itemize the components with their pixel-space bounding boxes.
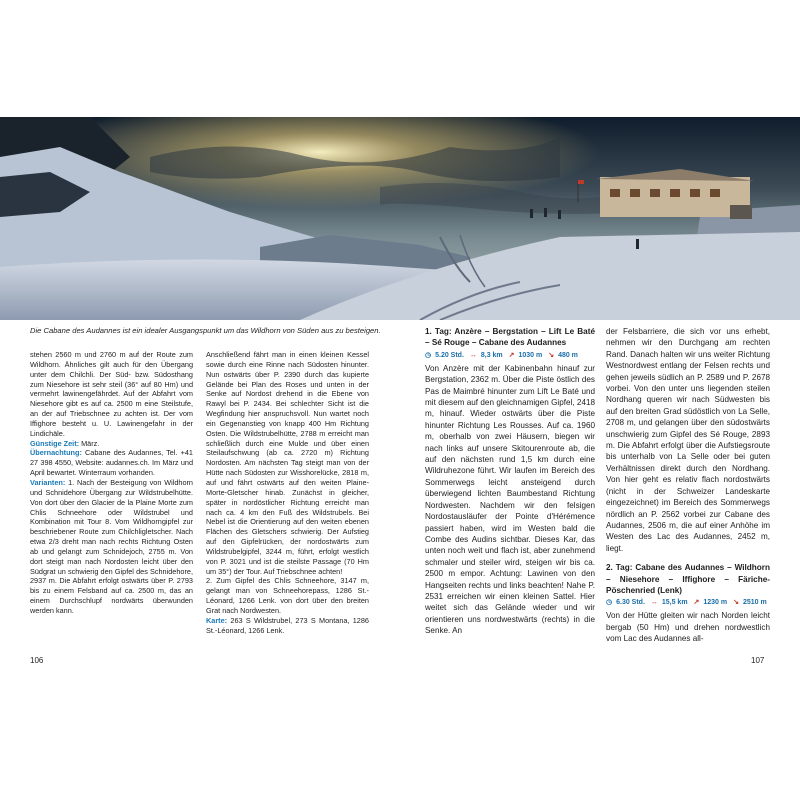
best-time-label: Günstige Zeit:	[30, 438, 80, 448]
clock-icon: ◷	[606, 599, 613, 607]
best-time-text: März.	[79, 438, 100, 448]
day1-heading: 1. Tag: Anzère – Bergstation – Lift Le Baté – Sé Rouge – Cabane des Audannes	[425, 327, 595, 348]
accommodation-label: Übernachtung:	[30, 448, 82, 458]
map-text: 263 S Wildstrubel, 273 S Montana, 1286 St.-Léonard, 1266 Lenk.	[206, 615, 369, 635]
descent-icon: ↘	[733, 599, 739, 607]
photo-caption: Die Cabane des Audannes ist ein idealer Ausgangspunkt um das Wildhorn von Süden aus zu besteigen.	[30, 326, 381, 335]
day1-distance: 8,3 km	[480, 351, 503, 359]
best-time-entry	[30, 439, 193, 449]
day1-ascent: 1030 m	[518, 351, 543, 359]
day2-time: 6.30 Std.	[616, 599, 645, 607]
day1-time: 5.20 Std.	[435, 351, 464, 359]
left-column-1	[30, 350, 193, 616]
day1-description-continued: der Felsbarriere, die sich vor uns erhebt, nehmen wir den Durchgang am rechten Rand. Danach halten wir uns weiter Richtung Westnordwest entlang der Felsen rechts und gehen jeweils südlich an P. 2589 und P. 2678 vorbei. Von den unter uns liegenden steilen Nordhang queren wir nach Südwesten bis auf den breiten Grad südöstlich von La Selle, 2708 m, und gelangen über den südostwärts unschwierig zum Gipfel des Sé Rouge, 2893 m. Die Abfahrt erfolgt über die Aufstiegsroute bis unterhalb von La Selle oder bei guten Verhältnissen direkt durch den Nordhang. Von hier geht es relativ flach nordostwärts (nicht in der Schweizer Landeskarte eingezeichnet) im Bereich des Sommerwegs nördlich an P. 2562 vorbei zur Cabane des Audannes, 2506 m, die auf einer Anhöhe im Westen des Lac des Audannes, 2452 m, liegt.	[606, 327, 770, 553]
mountain-hut-photo	[0, 117, 800, 320]
distance-icon: ↔	[650, 599, 658, 607]
ascent-icon: ↗	[693, 599, 700, 607]
page-number-right: 107	[751, 656, 765, 665]
map-entry	[206, 616, 369, 636]
accommodation-entry	[30, 448, 193, 478]
day2-heading: 2. Tag: Cabane des Audannes – Wildhorn – Niesehore – Iffighore – Färiche-Pöschenried (Lenk)	[606, 563, 770, 595]
page-number-left: 106	[30, 656, 44, 665]
right-column-2	[606, 326, 770, 645]
day2-stats	[606, 598, 770, 608]
distance-icon: ↔	[469, 351, 477, 359]
day1-stats	[425, 351, 595, 361]
map-label: Karte:	[206, 615, 228, 625]
descent-icon: ↘	[548, 351, 555, 359]
day2-distance: 15,5 km	[661, 599, 688, 607]
variants-continued: Anschließend fährt man in einen kleinen Kessel sowie durch eine Rinne nach Südosten hinunter. Nun ostwärts über P. 2390 durch das kupierte Gelände bei Plan des Roses und unten in der Senke auf Nordost drehend in die Ebene von Rawyl bei P. 2434. Bei schlechter Sicht ist die Wegfindung hier anspruchsvoll. Nun wartet noch ein Gegenanstieg von knapp 400 Hm Richtung Osten. Die Wildstrubelhütte, 2788 m erreicht man schließlich durch eine Mulde und über einen Steilaufschwung (ab ca. 2720 m) Richtung Nordosten. Am nächsten Tag steigt man von der Hütte nach Südosten zur Wisshorelücke, 2818 m, auf und fährt ostwärts auf den weiten Plaine-Morte-Gletscher hinab. Zunächst in gleicher, später in nordöstlicher Richtung erreicht man nach ca. 4 km den Fuß des Wildstrubels. Bei Nebel ist die Orientierung auf den weiten ebenen Flächen des Gletschers schwierig. Der Aufstieg auf den Gipfelrücken, der nordostwärts zum Wildstrubelgipfel, 3244 m, führt, erfolgt westlich von P. 3021 und ist die steilste Passage (70 Hm um 35°) der Tour. Auf Triebschnee achten! 2. Zum Gipfel des Chlis Schneehore, 3147 m, gelangt man von Schneehorepass, 1286 St.-Léonard, 1266 Lenk. von dort über den breiten Grat nach Nordwesten.	[206, 350, 369, 615]
day1-descent: 480 m	[558, 351, 578, 359]
accommodation-text: Cabane des Audannes, Tel. +41 27 398 4550, Website: audannes.ch. Im März und April bewartet. Winterraum vorhanden.	[30, 448, 193, 478]
day2-ascent: 1230 m	[703, 599, 728, 607]
variants-label: Varianten:	[30, 477, 66, 487]
clock-icon: ◷	[425, 351, 432, 359]
variants-entry	[30, 478, 193, 616]
day2-descent: 2510 m	[742, 599, 767, 607]
day2-description: Von der Hütte gleiten wir nach Norden leicht bergab (50 Hm) und drehen nordwestlich vom Lac des Audannes all-	[606, 611, 770, 644]
ascent-icon: ↗	[508, 351, 515, 359]
right-column-1	[425, 326, 595, 637]
variants-text: 1. Nach der Besteigung von Wildhorn und Schnidehore Übergang zur Wildstrubelhütte. Von dort über den Glacier de la Plaine Morte zum Chlis Schneehore oder Wildstrubel und Kombination mit Tour 8. Vom Wildhorngipfel zur beschriebener Route zum Chilchligletscher. Nach etwa 2/3 dreht man nach rechts Richtung Osten ab und gelangt zum Schnidejoch, 2755 m. Von dort steigt man nach Nordosten leicht über den Südgrat un schwierig den Gipfel des Schnidehore, 2937 m. Die Abfahrt erfolgt ostwärts über P. 2793 bis zu einem Felsband auf ca. 2500 m, das an einem Durchschlupf nordwärts überwunden werden kann.	[30, 477, 193, 615]
intro-paragraph: stehen 2560 m und 2760 m auf der Route zum Wildhorn. Ähnliches gilt auch für den Übergang unter dem Chilchli. Der Süd- bzw. Südosthang zum Niesehore ist sehr steil (36° auf 80 Hm) und vermehrt lawinengefährdet. Auf der Abfahrt vom Niesehore gibt es auf ca. 2500 m eine Steilstufe, an der auf Triebschnee zu achten ist. Der vom Iffighore besteht u. U. Lawinengefahr in der Lindichäle.	[30, 350, 193, 438]
day1-description: Von Anzère mit der Kabinenbahn hinauf zur Bergstation, 2362 m. Über die Piste östlich des Pas de Maimbré hinunter zum Lift Le Baté und mit diesem auf den gleichnamigen Gipfel, 2418 m, hinauf. Wieder ostwärts über die Piste hinunter Richtung Les Rousses. Auf ca. 1960 m, oberhalb von zwei Häusern, biegen wir nach links auf unsere Skitourenroute ab, die auf den nächsten rund 1,5 km durch eine Wildruhezone führt. Wir laufen im Bereich des Sommerwegs leicht ansteigend durch überwiegend lichten Baumbestand Richtung Nordwesten. Nachdem wir den felsigen Nordostausläufer der Pointe d'Hérémence passiert haben, wird im Westen bald die Combe des Audins sichtbar. Dieses Kar, das unten noch weit und flach ist, aber zunehmend schmaler und steiler wird, steigen wir bis ca. 2500 m empor. Achtung: Lawinen von den Hangseiten rechts und links beachten! Nahe P. 2531 erreichen wir einen kleinen Sattel. Hier weitet sich das Gelände wieder und wir orientieren uns nordwestwärts (rechts) in die Senke. An	[425, 363, 595, 636]
left-column-2	[206, 350, 369, 635]
